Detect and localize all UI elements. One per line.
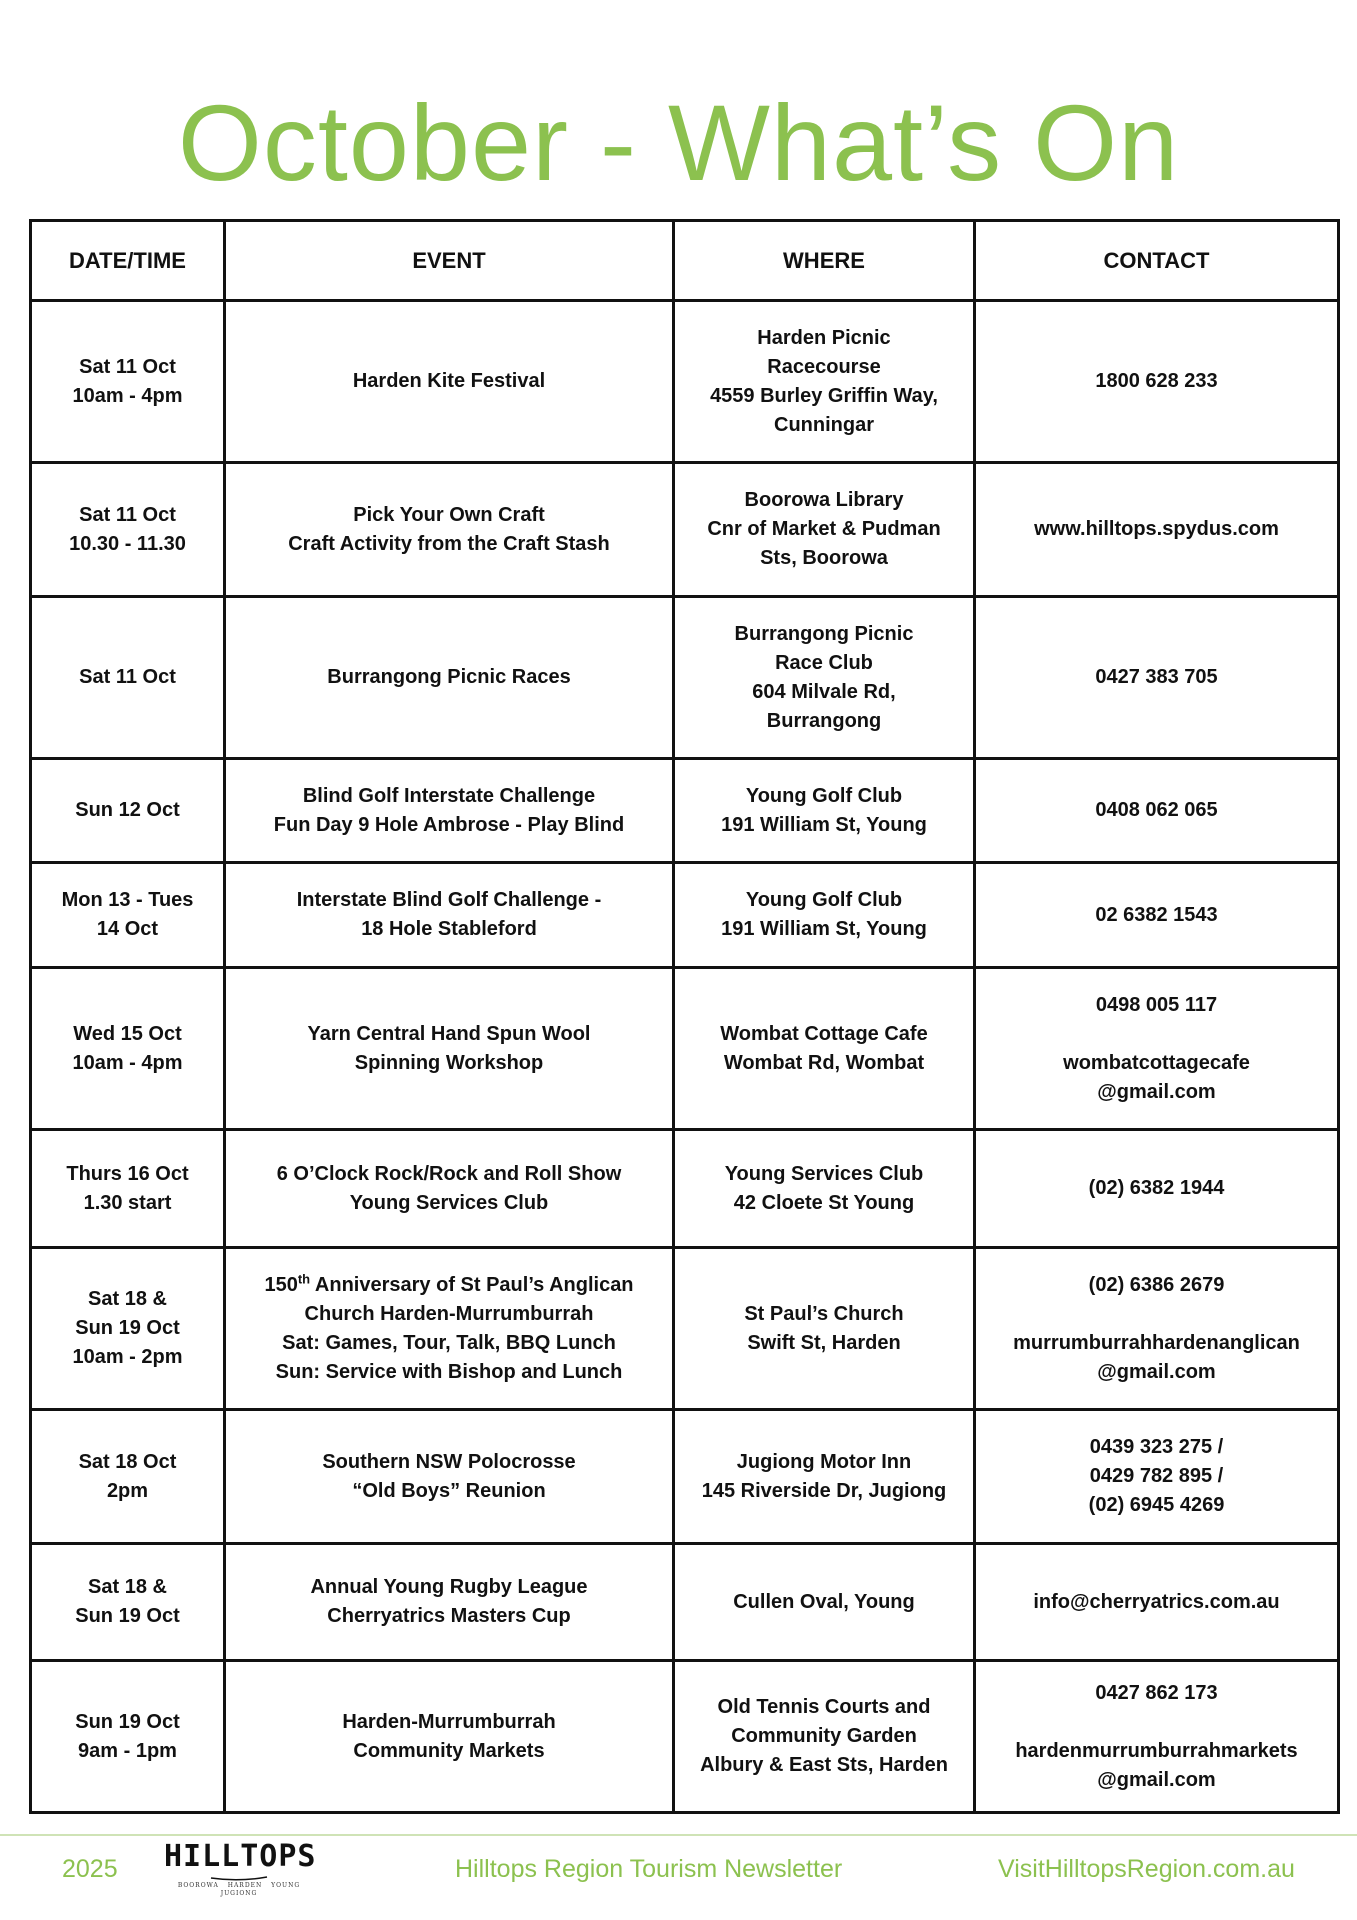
event-cell: Pick Your Own Craft Craft Activity from the Craft Stash [225,463,674,597]
events-table [29,219,1340,1814]
event-cell: Southern NSW Polocrosse “Old Boys” Reunion [225,1410,674,1544]
table-row [31,759,1339,863]
logo-wordmark: HILLTOPS [164,1839,317,1874]
event-cell [225,1248,674,1410]
contact-cell: 02 6382 1543 [975,863,1339,968]
contact-cell: (02) 6382 1944 [975,1130,1339,1248]
table-row [31,1130,1339,1248]
page-title: October - What’s On [177,82,1180,203]
where-cell: Burrangong Picnic Race Club 604 Milvale Rd, Burrangong [674,597,975,759]
date-cell: Sat 11 Oct 10am - 4pm [31,301,225,463]
contact-cell: 0427 862 173 hardenmurrumburrahmarkets @gmail.com [975,1661,1339,1813]
date-cell: Sat 18 & Sun 19 Oct 10am - 2pm [31,1248,225,1410]
event-text: Anniversary of St Paul’s Anglican Church Harden-Murrumburrah Sat: Games, Tour, Talk, BBQ Lunch Sun: Service with Bishop and Lunch [275,1273,634,1383]
where-cell: Harden Picnic Racecourse 4559 Burley Griffin Way, Cunningar [674,301,975,463]
event-ordinal: 150 [264,1273,298,1296]
table-row [31,1410,1339,1544]
table-row [31,301,1339,463]
date-cell: Sun 19 Oct 9am - 1pm [31,1661,225,1813]
contact-cell: www.hilltops.spydus.com [975,463,1339,597]
event-cell: Harden Kite Festival [225,301,674,463]
table-row [31,968,1339,1130]
date-cell: Thurs 16 Oct 1.30 start [31,1130,225,1248]
event-cell: Interstate Blind Golf Challenge - 18 Hole Stableford [225,863,674,968]
date-cell: Sat 18 Oct 2pm [31,1410,225,1544]
contact-cell: 0439 323 275 / 0429 782 895 / (02) 6945 4269 [975,1410,1339,1544]
date-cell: Sat 11 Oct [31,597,225,759]
header-event: EVENT [225,221,674,301]
footer-year: 2025 [62,1855,118,1883]
where-cell: Cullen Oval, Young [674,1544,975,1661]
contact-cell: 1800 628 233 [975,301,1339,463]
header-date-time: DATE/TIME [31,221,225,301]
where-cell: St Paul’s Church Swift St, Harden [674,1248,975,1410]
footer-divider [0,1834,1357,1836]
event-ordinal-suffix: th [297,1270,311,1286]
where-cell: Young Golf Club 191 William St, Young [674,863,975,968]
where-cell: Old Tennis Courts and Community Garden Albury & East Sts, Harden [674,1661,975,1813]
header-where: WHERE [674,221,975,301]
event-cell: Harden-Murrumburrah Community Markets [225,1661,674,1813]
contact-cell: 0498 005 117 wombatcottagecafe @gmail.com [975,968,1339,1130]
where-cell: Wombat Cottage Cafe Wombat Rd, Wombat [674,968,975,1130]
table-row [31,1544,1339,1661]
event-cell: Blind Golf Interstate Challenge Fun Day 9 Hole Ambrose - Play Blind [225,759,674,863]
date-cell: Wed 15 Oct 10am - 4pm [31,968,225,1130]
table-header-row [31,221,1339,301]
event-cell: Burrangong Picnic Races [225,597,674,759]
where-cell: Jugiong Motor Inn 145 Riverside Dr, Jugiong [674,1410,975,1544]
logo-towns: BOOROWA HARDEN YOUNG JUGIONG [177,1882,301,1897]
table-row [31,1661,1339,1813]
event-cell: Yarn Central Hand Spun Wool Spinning Workshop [225,968,674,1130]
table-row [31,463,1339,597]
logo-swoosh-icon [209,1874,269,1882]
date-cell: Sun 12 Oct [31,759,225,863]
where-cell: Young Golf Club 191 William St, Young [674,759,975,863]
footer-website-link[interactable]: VisitHilltopsRegion.com.au [998,1855,1295,1883]
date-cell: Mon 13 - Tues 14 Oct [31,863,225,968]
event-cell: 6 O’Clock Rock/Rock and Roll Show Young Services Club [225,1130,674,1248]
date-cell: Sat 18 & Sun 19 Oct [31,1544,225,1661]
table-row [31,1248,1339,1410]
footer-newsletter: Hilltops Region Tourism Newsletter [455,1855,843,1883]
hilltops-logo[interactable] [164,1839,317,1900]
table-row [31,863,1339,968]
where-cell: Young Services Club 42 Cloete St Young [674,1130,975,1248]
contact-cell: 0427 383 705 [975,597,1339,759]
where-cell: Boorowa Library Cnr of Market & Pudman Sts, Boorowa [674,463,975,597]
table-row [31,597,1339,759]
contact-cell: (02) 6386 2679 murrumburrahhardenanglican @gmail.com [975,1248,1339,1410]
event-cell: Annual Young Rugby League Cherryatrics Masters Cup [225,1544,674,1661]
contact-cell: info@cherryatrics.com.au [975,1544,1339,1661]
header-contact: CONTACT [975,221,1339,301]
date-cell: Sat 11 Oct 10.30 - 11.30 [31,463,225,597]
contact-cell: 0408 062 065 [975,759,1339,863]
